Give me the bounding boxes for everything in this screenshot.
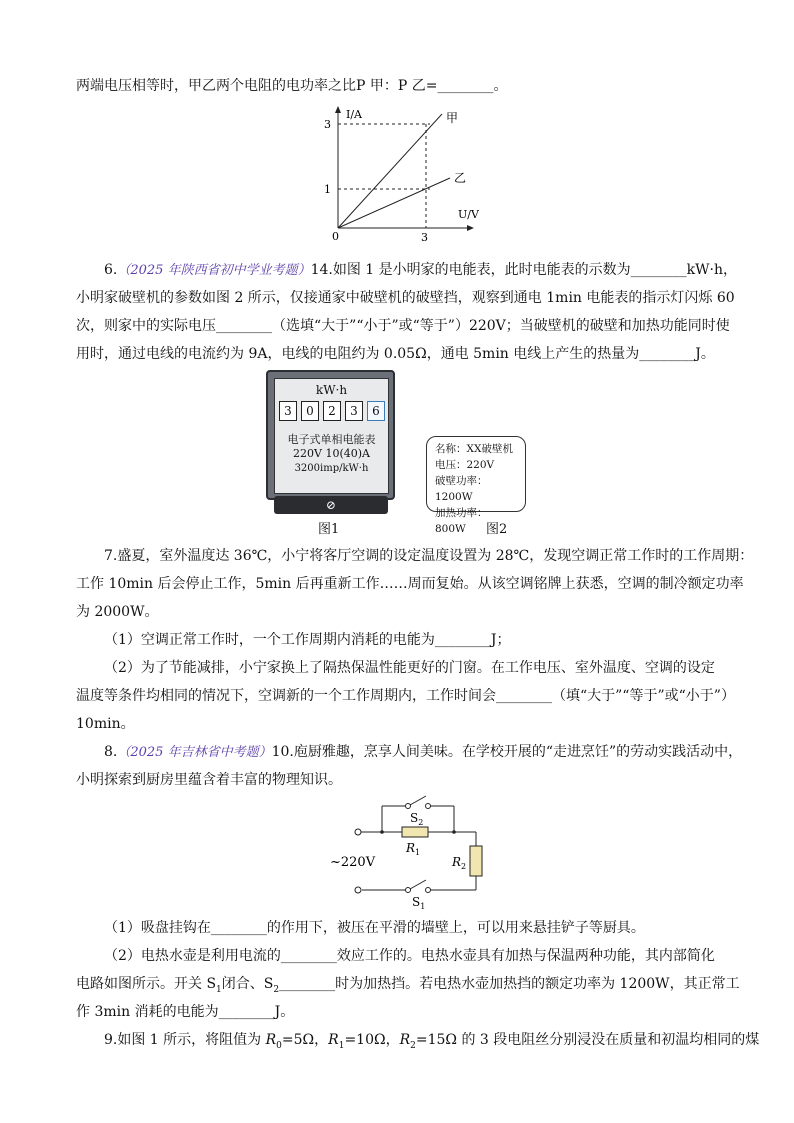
origin-label: 0 [332, 230, 339, 243]
q6-line2: 小明家破壁机的参数如图 2 所示，仅接通家中破壁机的破壁挡，观察到通电 1min 电能表的指示灯闪烁 60 [76, 290, 735, 306]
nameplate-line: 电压：220V [435, 459, 495, 471]
meter-name: 电子式单相电能表 [287, 433, 376, 446]
q8-line1: 8.（2025 年吉林省中考题）10.庖厨雅趣，烹享人间美味。在学校开展的“走进烹饪”的劳动实践活动中， [104, 744, 743, 760]
s2-label: $S_2$ [410, 811, 424, 827]
r2-label: $R_2$ [452, 855, 467, 871]
meter-digit: 3 [345, 401, 363, 421]
y-tick-3: 3 [324, 118, 331, 131]
q8-line2: 小明探索到厨房里蕴含着丰富的物理知识。 [76, 772, 342, 788]
nameplate-line: 加热功率：800W [435, 507, 488, 535]
meter-digit: 3 [279, 401, 297, 421]
meter-button-icon: ⊘ [325, 498, 337, 512]
meter-digit-last: 6 [367, 401, 385, 421]
voltage-label: ~220V [330, 855, 376, 870]
fig1-caption: 图1 [318, 522, 340, 537]
nameplate-line: 破壁功率：1200W [435, 475, 488, 503]
q9-line1: 9.如图 1 所示，将阻值为 $R_0=5\Omega$，$R_1=10\Omega$，$R_2=15\Omega$ 的 3 段电阻丝分别浸没在质量和初温均相同的煤 [104, 1032, 760, 1051]
q8-sub2a: （2）电热水壶是利用电流的________效应工作的。电热水壶具有加热与保温两种功能，其内部简化 [104, 948, 715, 964]
q6-line4: 用时，通过电线的电流约为 9A，电线的电阻约为 0.05Ω，通电 5min 电线上产生的热量为________J。 [76, 346, 715, 362]
x-tick-3: 3 [421, 231, 428, 244]
q7-sub2a: （2）为了节能减排，小宁家换上了隔热保温性能更好的门窗。在工作电压、室外温度、空调的设定 [104, 660, 715, 676]
meter-base [274, 496, 388, 514]
meter-digit: 0 [301, 401, 319, 421]
r1-label: $R_1$ [406, 841, 421, 857]
switch-s1-blade [410, 880, 426, 889]
q7-line3: 为 2000W。 [76, 604, 159, 620]
switch-s1-contact [426, 888, 431, 893]
q6-line3: 次，则家中的实际电压________（选填“大于”“小于”或“等于”）220V；当破壁机的破壁和加热功能同时使 [76, 318, 730, 334]
label-jia: 甲 [446, 111, 459, 125]
q8-sub2c: 作 3min 消耗的电能为________J。 [76, 1004, 295, 1020]
q5-tail-line [76, 72, 718, 100]
circuit-diagram [330, 790, 500, 910]
label-yi: 乙 [454, 171, 467, 185]
q6-source: （2025 年陕西省初中学业考题） [117, 263, 311, 278]
q7-line1: 7.盛夏，室外温度达 36℃，小宁将客厅空调的设定温度设置为 28℃，发现空调正常工作时的工作周期： [104, 548, 754, 564]
q5-tail-text: 两端电压相等时，甲乙两个电阻的电功率之比 [76, 78, 356, 94]
x-axis-label: U/V [458, 208, 479, 221]
q7-sub2c: 10min。 [76, 716, 135, 732]
fig2-caption: 图2 [486, 522, 508, 537]
terminal-bottom [355, 887, 361, 893]
meter-spec2: 3200imp/kW·h [294, 463, 369, 474]
q6-line1: 6.（2025 年陕西省初中学业考题）14.如图 1 是小明家的电能表，此时电能表的示数为________kW·h， [104, 262, 737, 278]
switch-s2-contact [406, 804, 411, 809]
resistor-r1 [402, 827, 428, 837]
q7-line2: 工作 10min 后会停止工作，5min 后再重新工作……周而复始。从该空调铭牌上获悉，空调的制冷额定功率 [76, 576, 744, 592]
q7-sub1: （1）空调正常工作时，一个工作周期内消耗的电能为________J； [104, 632, 511, 648]
resistor-r2 [470, 846, 482, 876]
q8-sub1: （1）吸盘挂钩在________的作用下，被压在平滑的墙壁上，可以用来悬挂铲子等厨具。 [104, 920, 645, 936]
nameplate-line: 名称：XX破壁机 [435, 443, 513, 455]
q7-sub2b: 温度等条件均相同的情况下，空调新的一个工作周期内，工作时间会________（填“大于”“等于”或“小于”） [76, 688, 735, 704]
terminal-top [355, 829, 361, 835]
meter-digit: 2 [323, 401, 341, 421]
meter-unit: kW·h [315, 383, 348, 397]
q5-ratio-blank: P 甲：P 乙=________。 [356, 78, 508, 94]
q8-source: （2025 年吉林省中考题） [117, 745, 272, 760]
line-yi [338, 178, 450, 228]
q8-sub2b: 电路如图所示。开关 $S_1$闭合、$S_2\_\_\_\_\_\_\_\_$时为加热挡。若电热水壶加热挡的额定功率为 1200W，其正常工 [76, 976, 740, 995]
switch-s2-blade [410, 796, 426, 805]
y-tick-1: 1 [324, 183, 331, 196]
meter-spec1: 220V 10(40)A [293, 447, 370, 460]
s1-label: $S_1$ [412, 895, 426, 910]
y-axis-label: I/A [346, 108, 362, 121]
meter-digits [279, 401, 385, 421]
iu-graph [310, 104, 500, 244]
electric-meter [266, 370, 395, 500]
